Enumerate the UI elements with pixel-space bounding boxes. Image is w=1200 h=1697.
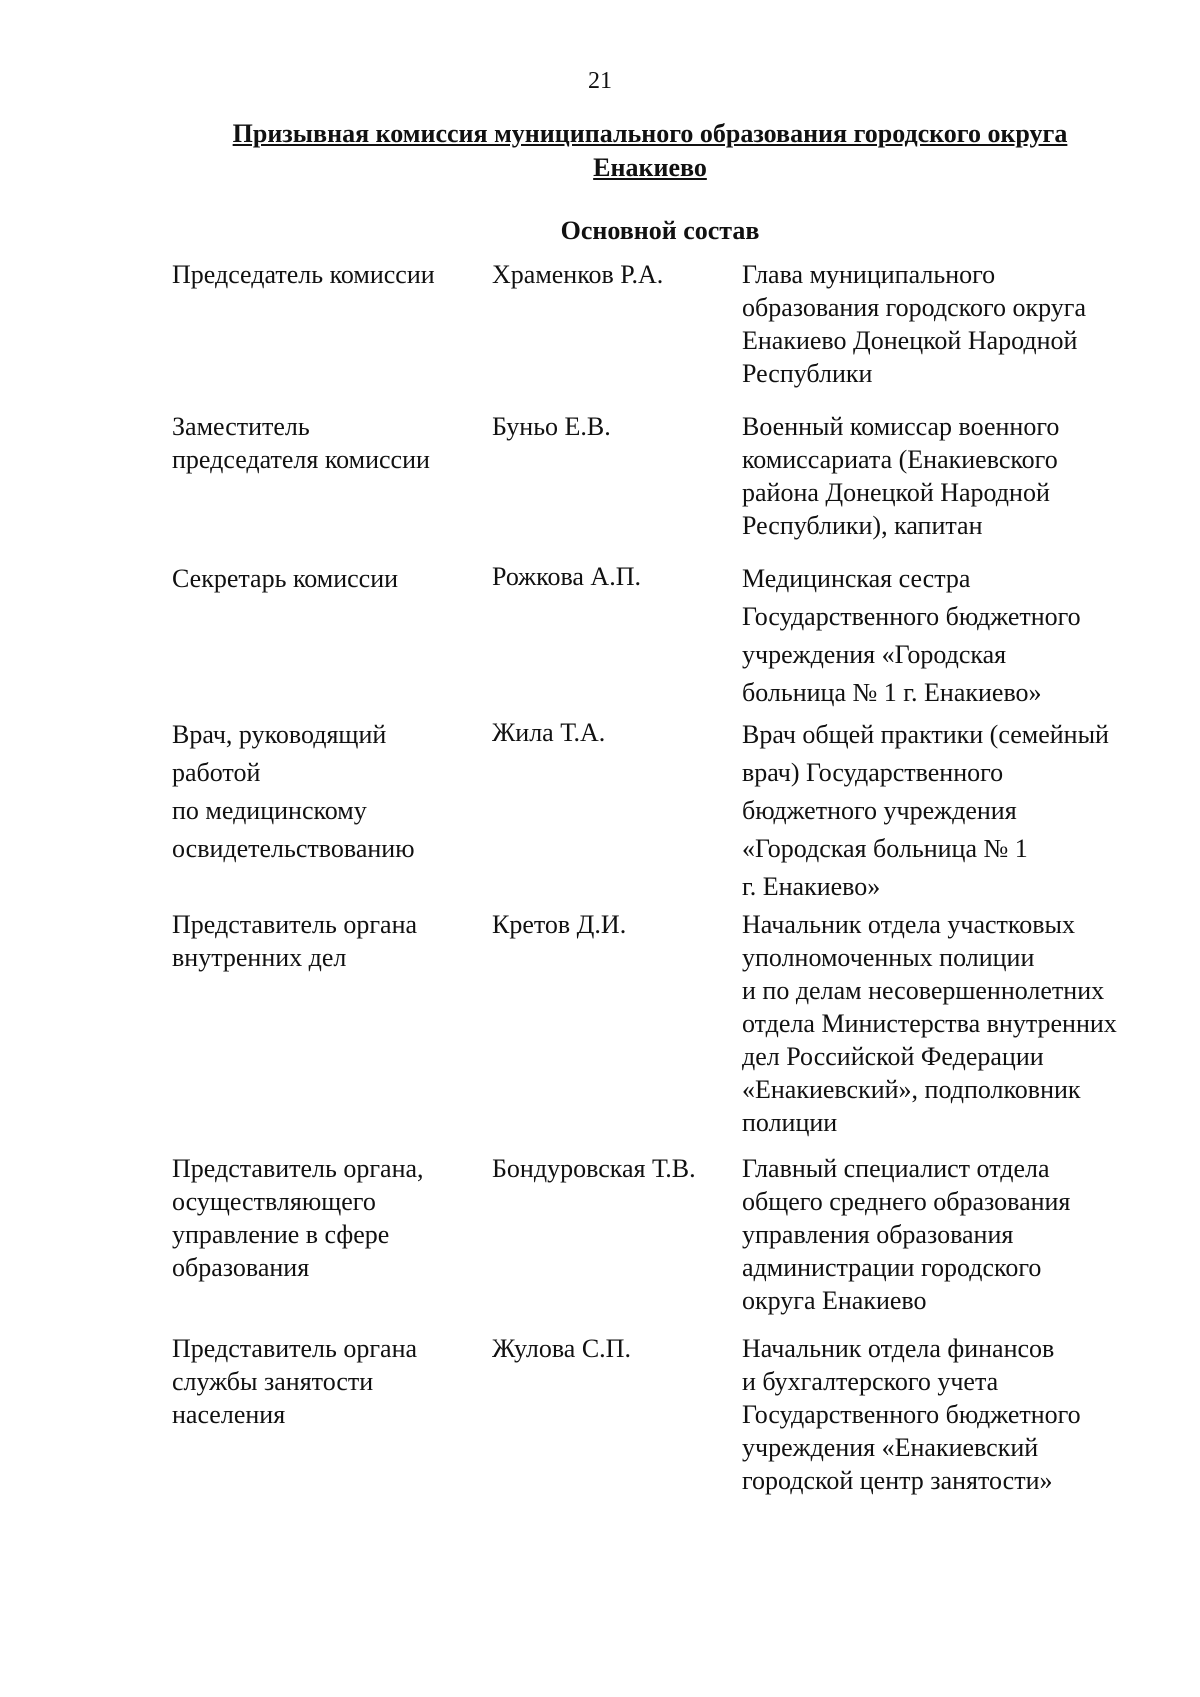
member-name: Жила Т.А. <box>492 718 606 747</box>
member-name: Бондуровская Т.В. <box>492 1154 696 1183</box>
page-number: 21 <box>588 68 612 94</box>
section-subtitle: Основной состав <box>560 216 760 245</box>
member-position: Глава муниципального образования городского округа Енакиево Донецкой Народной Республики <box>742 260 1087 388</box>
member-name: Жулова С.П. <box>492 1334 631 1363</box>
member-role: Врач, руководящий работой по медицинскому освидетельствованию <box>172 720 415 863</box>
member-role: Представитель органа службы занятости населения <box>172 1334 418 1429</box>
member-role: Секретарь комиссии <box>172 564 399 593</box>
member-role: Председатель комиссии <box>172 260 435 289</box>
member-position: Начальник отдела участковых уполномоченных полиции и по делам несовершеннолетних отдела Министерства внутренних дел Российской Федерации «Енакиевский», подполковник полиции <box>742 910 1117 1137</box>
member-position: Врач общей практики (семейный врач) Государственного бюджетного учреждения «Городская больница № 1 г. Енакиево» <box>742 720 1109 901</box>
member-name: Буньо Е.В. <box>492 412 611 441</box>
member-name: Рожкова А.П. <box>492 562 641 591</box>
member-position: Военный комиссар военного комиссариата (Енакиевского района Донецкой Народной Республики), капитан <box>742 412 1060 540</box>
document-title: Призывная комиссия муниципального образования городского округа Енакиево <box>232 119 1068 182</box>
member-position: Медицинская сестра Государственного бюджетного учреждения «Городская больница № 1 г. Енакиево» <box>742 564 1081 707</box>
member-name: Храменков Р.А. <box>492 260 664 289</box>
member-role: Заместитель председателя комиссии <box>172 412 430 474</box>
member-position: Главный специалист отдела общего среднего образования управления образования администрации городского округа Енакиево <box>742 1154 1071 1315</box>
member-role: Представитель органа, осуществляющего управление в сфере образования <box>172 1154 424 1282</box>
member-role: Представитель органа внутренних дел <box>172 910 418 972</box>
member-position: Начальник отдела финансов и бухгалтерского учета Государственного бюджетного учреждения «Енакиевский городской центр занятости» <box>742 1334 1081 1495</box>
member-name: Кретов Д.И. <box>492 910 627 939</box>
